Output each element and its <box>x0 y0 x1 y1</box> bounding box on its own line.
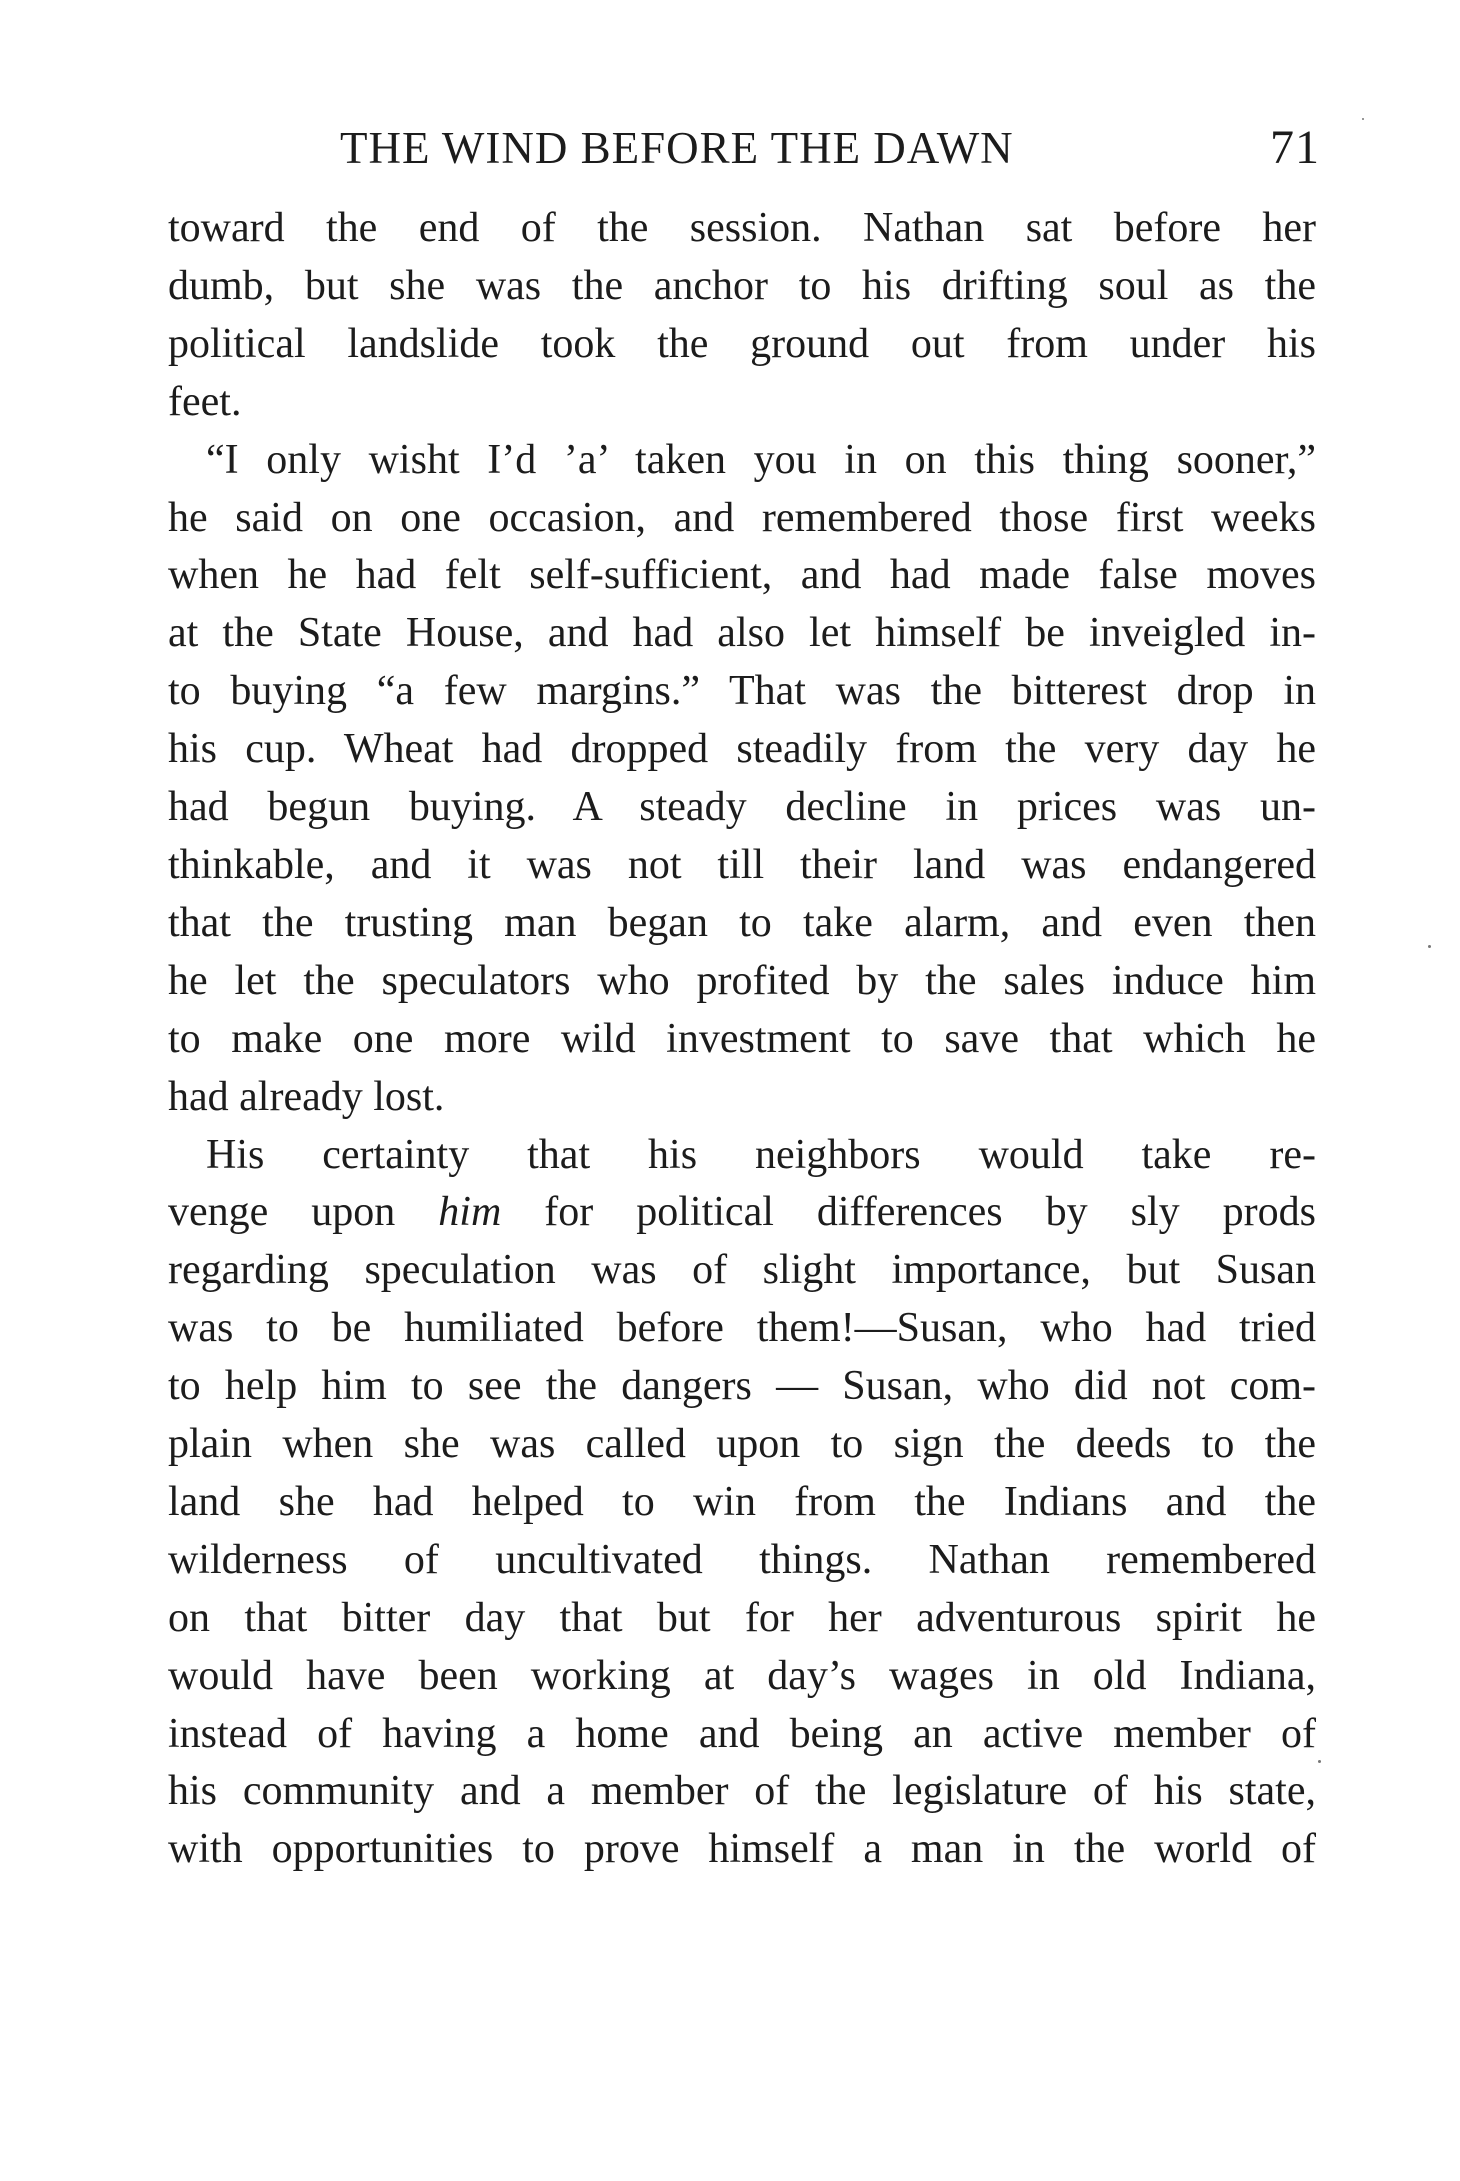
text-line-with-emphasis <box>168 1184 1316 1242</box>
emphasized-word: him <box>438 1189 502 1236</box>
text-line: he said on one occasion, and remembered those first weeks <box>168 494 1316 541</box>
text-line: land she had helped to win from the Indians and the <box>168 1478 1316 1525</box>
text-line: plain when she was called upon to sign the deeds to the <box>168 1421 1316 1468</box>
text-line: was to be humiliated before them!—Susan, who had tried <box>168 1305 1316 1352</box>
text-line: thinkable, and it was not till their land was endangered <box>168 841 1316 888</box>
text-line: His certainty that his neighbors would take re- <box>206 1131 1316 1178</box>
print-speck <box>1428 945 1431 948</box>
text-fragment: venge upon <box>168 1189 439 1236</box>
text-line: political landslide took the ground out from under his <box>168 320 1316 367</box>
text-line: to make one more wild investment to save that which he <box>168 1015 1316 1062</box>
print-speck <box>1362 118 1364 120</box>
running-head <box>340 118 1320 178</box>
text-line: regarding speculation was of slight importance, but Susan <box>168 1247 1316 1294</box>
text-line: his cup. Wheat had dropped steadily from the very day he <box>168 726 1316 773</box>
text-line: at the State House, and had also let himself be inveigled in- <box>168 610 1316 657</box>
text-line: with opportunities to prove himself a man in the world of <box>168 1826 1316 1873</box>
text-line: dumb, but she was the anchor to his drifting soul as the <box>168 262 1316 309</box>
running-title: THE WIND BEFORE THE DAWN <box>340 123 1014 173</box>
text-line: his community and a member of the legislature of his state, <box>168 1768 1316 1815</box>
text-line: toward the end of the session. Nathan sat before her <box>168 205 1316 251</box>
text-line: to help him to see the dangers — Susan, who did not com- <box>168 1363 1316 1410</box>
text-line: would have been working at day’s wages in old Indiana, <box>168 1652 1316 1699</box>
text-line: feet. <box>168 378 242 425</box>
text-line: “I only wisht I’d ’a’ taken you in on this thing sooner,” <box>206 436 1316 483</box>
text-line: had begun buying. A steady decline in prices was un- <box>168 784 1316 831</box>
text-line: that the trusting man began to take alarm, and even then <box>168 899 1316 946</box>
text-line: wilderness of uncultivated things. Nathan remembered <box>168 1536 1316 1583</box>
text-line: when he had felt self-sufficient, and had made false moves <box>168 552 1316 599</box>
paragraph-1 <box>168 200 1316 432</box>
text-line: to buying “a few margins.” That was the bitterest drop in <box>168 668 1316 715</box>
text-line: he let the speculators who profited by the sales induce him <box>168 957 1316 1004</box>
paragraph-3 <box>168 1127 1316 1880</box>
text-fragment: for political differences by sly prods <box>501 1189 1316 1236</box>
print-speck <box>1318 1760 1321 1763</box>
text-line: had already lost. <box>168 1073 445 1120</box>
text-line: on that bitter day that but for her adventurous spirit he <box>168 1594 1316 1641</box>
paragraph-2 <box>168 432 1316 1127</box>
body-text <box>168 200 1316 1879</box>
page-number: 71 <box>1270 121 1320 174</box>
text-line: instead of having a home and being an active member of <box>168 1710 1316 1757</box>
